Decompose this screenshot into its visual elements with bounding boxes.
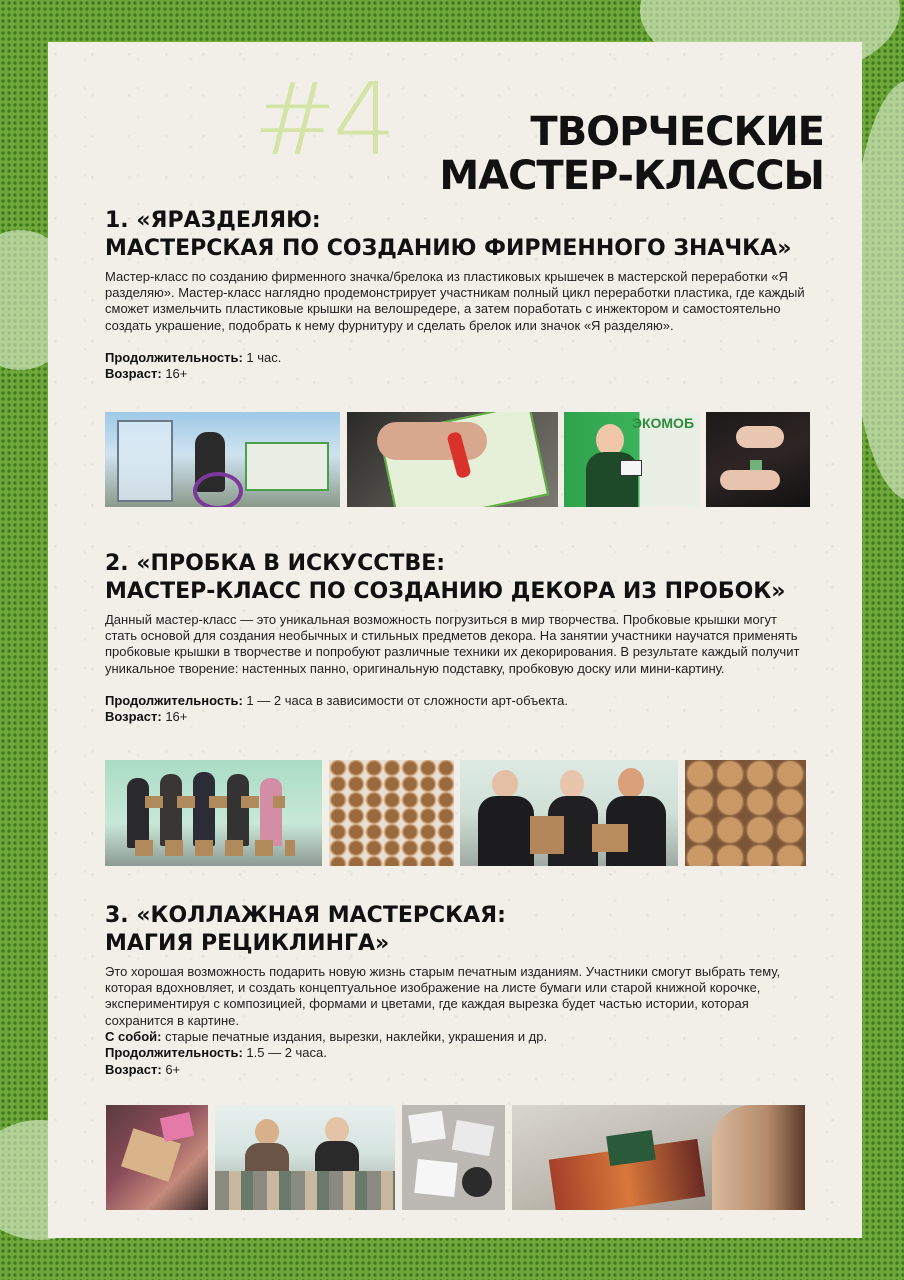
duration-value: 1 — 2 часа в зависимости от сложности арт-объекта. [242, 692, 568, 708]
ecomobile-sign: ЭКОМОБ [632, 415, 695, 431]
workshop-duration-1 [105, 350, 805, 367]
bring-value: старые печатные издания, вырезки, наклейки, украшения и др. [161, 1028, 548, 1044]
page-title-line1: ТВОРЧЕСКИЕ [530, 109, 824, 155]
workshop-title-2-line1: 2. «ПРОБКА В ИСКУССТВЕ: [105, 551, 446, 576]
photo-bike-shredder [105, 412, 340, 507]
duration-label: Продолжительность: [105, 1045, 243, 1061]
workshop-title-3-line1: 3. «КОЛЛАЖНАЯ МАСТЕРСКАЯ: [105, 903, 506, 928]
workshop-title-3-line2: МАГИЯ РЕЦИКЛИНГА» [105, 931, 390, 956]
photo-girls-with-cork-art [460, 760, 678, 866]
duration-label: Продолжительность: [105, 349, 243, 365]
workshop-title-1 [105, 207, 805, 263]
duration-value: 1 час. [242, 349, 282, 365]
photo-group-with-cork-panels [105, 760, 322, 866]
page-sheet [48, 42, 862, 1238]
age-label: Возраст: [105, 709, 162, 725]
page-title [439, 110, 824, 198]
workshop-section-1 [105, 207, 805, 383]
workshop-title-3 [105, 902, 805, 958]
page-title-line2: МАСТЕР-КЛАССЫ [439, 153, 824, 199]
duration-label: Продолжительность: [105, 692, 243, 708]
workshop-title-1-line1: 1. «ЯРАЗДЕЛЯЮ: [105, 208, 321, 233]
age-label: Возраст: [105, 1061, 162, 1077]
workshop-bring-3 [105, 1029, 805, 1046]
photo-keychain-closeup [347, 412, 558, 507]
workshop-age-2 [105, 709, 805, 726]
workshop-title-1-line2: МАСТЕРСКАЯ ПО СОЗДАНИЮ ФИРМЕННОГО ЗНАЧКА» [105, 236, 792, 261]
workshop-section-2 [105, 550, 805, 726]
workshop-duration-3 [105, 1045, 805, 1062]
workshop-description-1: Мастер-класс по созданию фирменного значка/брелока из пластиковых крышечек в мастерской переработки «Я разделяю». Мастер-класс наглядно продемонстрирует участникам полный цикл переработки пластика, где каждый сможет измельчить пластиковые крышки на велошредере, а затем поработать с инжектором и самостоятельно создать украшение, подобрать к нему фурнитуру и сделать брелок или значок «Я разделяю». [105, 269, 805, 333]
workshop-title-2 [105, 550, 805, 606]
age-label: Возраст: [105, 366, 162, 382]
workshop-description-3: Это хорошая возможность подарить новую жизнь старым печатным изданиям. Участники смогут выбрать тему, которая вдохновляет, и создать концептуальное изображение на листе бумаги или старой книжной корочке, экспериментируя с композицией, формами и цветами, где каждая вырезка будет частью истории, которая сохранится в картине. [105, 964, 781, 1028]
photo-girl-with-badge [564, 412, 700, 507]
photo-collage-workshop-table [215, 1105, 395, 1210]
bring-label: С собой: [105, 1028, 162, 1044]
age-value: 16+ [161, 709, 188, 725]
workshop-duration-2 [105, 693, 805, 710]
workshop-description-2: Данный мастер-класс — это уникальная возможность погрузиться в мир творчества. Пробковые крышки могут стать основой для создания необычных и стильных предметов декора. На занятии участники научатся применять пробковые крышки в творчестве и попробуют различные техники их декорирования. В результате каждый получит уникальное творение: настенных панно, оригинальную подставку, пробковую доску или мини-картину. [105, 612, 800, 676]
workshop-age-1 [105, 366, 805, 383]
age-value: 6+ [161, 1061, 181, 1077]
workshop-age-3 [105, 1062, 805, 1079]
photo-hands-keychain [706, 412, 810, 507]
photo-collage-artwork [512, 1105, 805, 1210]
photo-cork-closeup [685, 760, 806, 866]
photo-cork-pieces [329, 760, 454, 866]
age-value: 16+ [161, 366, 188, 382]
duration-value: 1.5 — 2 часа. [242, 1045, 327, 1061]
workshop-title-2-line2: МАСТЕР-КЛАСС ПО СОЗДАНИЮ ДЕКОРА ИЗ ПРОБОК» [105, 579, 786, 604]
section-number: #4 [253, 61, 393, 178]
workshop-section-3 [105, 902, 805, 1078]
photo-collage-cutouts [402, 1105, 505, 1210]
photo-collage-materials [106, 1105, 208, 1210]
